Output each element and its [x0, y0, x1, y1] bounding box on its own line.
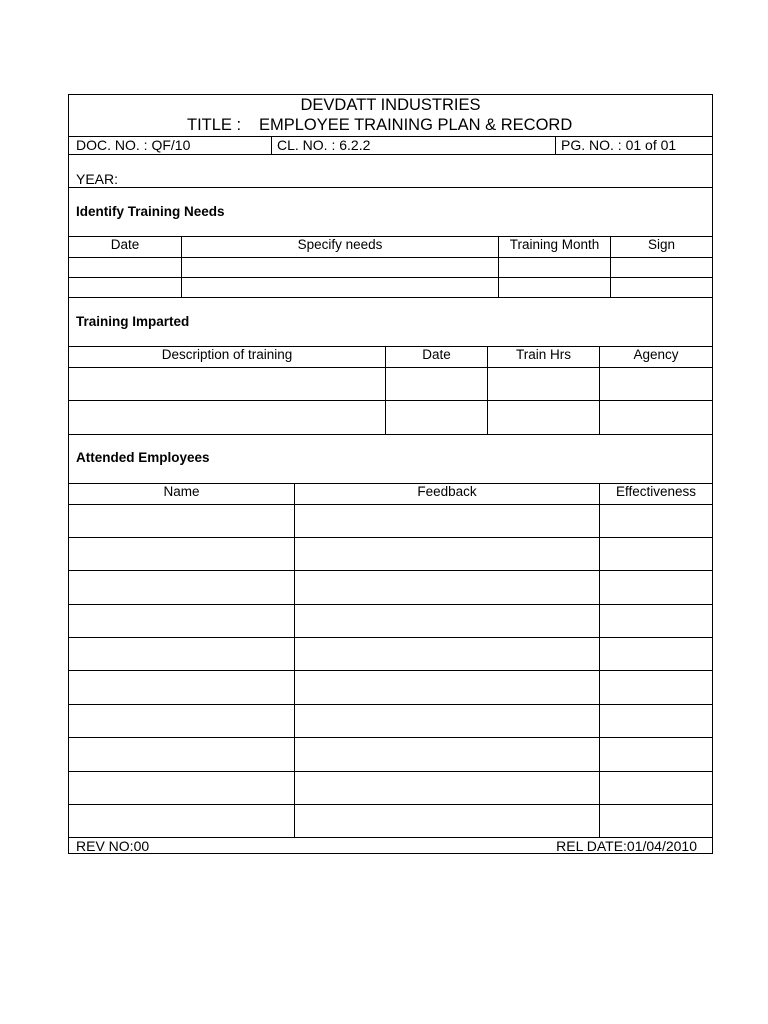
table-row	[69, 604, 712, 605]
col-header-effectiveness: Effectiveness	[615, 484, 697, 499]
table-row	[69, 704, 712, 705]
divider	[294, 483, 295, 837]
col-header-date: Date	[110, 237, 140, 252]
section-heading-needs: Identify Training Needs	[76, 204, 225, 219]
pg-no: PG. NO. : 01 of 01	[561, 137, 677, 153]
divider	[599, 483, 600, 837]
table-row	[69, 537, 712, 538]
col-header-description: Description of training	[161, 347, 293, 362]
divider	[69, 236, 712, 237]
year-label: YEAR:	[76, 171, 119, 187]
rev-no: REV NO:00	[76, 838, 150, 854]
title-prefix: TITLE :	[187, 116, 242, 134]
table-row	[69, 277, 712, 278]
section-heading-attended: Attended Employees	[76, 450, 210, 465]
col-header-agency: Agency	[633, 347, 679, 362]
table-row	[69, 570, 712, 571]
divider	[271, 136, 272, 154]
divider	[610, 236, 611, 297]
doc-no: DOC. NO. : QF/10	[76, 137, 191, 153]
divider	[69, 434, 712, 435]
cl-no: CL. NO. : 6.2.2	[277, 137, 371, 153]
col-header-training-month: Training Month	[509, 237, 600, 252]
divider	[69, 187, 712, 188]
company-name: DEVDATT INDUSTRIES	[300, 96, 481, 114]
divider	[487, 346, 488, 434]
divider	[181, 236, 182, 297]
table-row	[69, 400, 712, 401]
divider	[498, 236, 499, 297]
form-title: EMPLOYEE TRAINING PLAN & RECORD	[259, 116, 573, 134]
table-row	[69, 771, 712, 772]
table-row	[69, 804, 712, 805]
table-row	[69, 367, 712, 368]
table-row	[69, 670, 712, 671]
divider	[69, 154, 712, 155]
divider	[385, 346, 386, 434]
table-row	[69, 504, 712, 505]
col-header-date: Date	[422, 347, 451, 362]
col-header-train-hrs: Train Hrs	[515, 347, 571, 362]
divider	[555, 136, 556, 154]
divider	[69, 297, 712, 298]
col-header-name: Name	[163, 484, 200, 499]
col-header-feedback: Feedback	[417, 484, 477, 499]
divider	[599, 346, 600, 434]
section-heading-imparted: Training Imparted	[76, 314, 190, 329]
table-row	[69, 737, 712, 738]
col-header-specify-needs: Specify needs	[297, 237, 383, 252]
table-row	[69, 257, 712, 258]
col-header-sign: Sign	[647, 237, 676, 252]
rel-date: REL DATE:01/04/2010	[556, 838, 697, 854]
training-form	[68, 94, 713, 854]
table-row	[69, 637, 712, 638]
